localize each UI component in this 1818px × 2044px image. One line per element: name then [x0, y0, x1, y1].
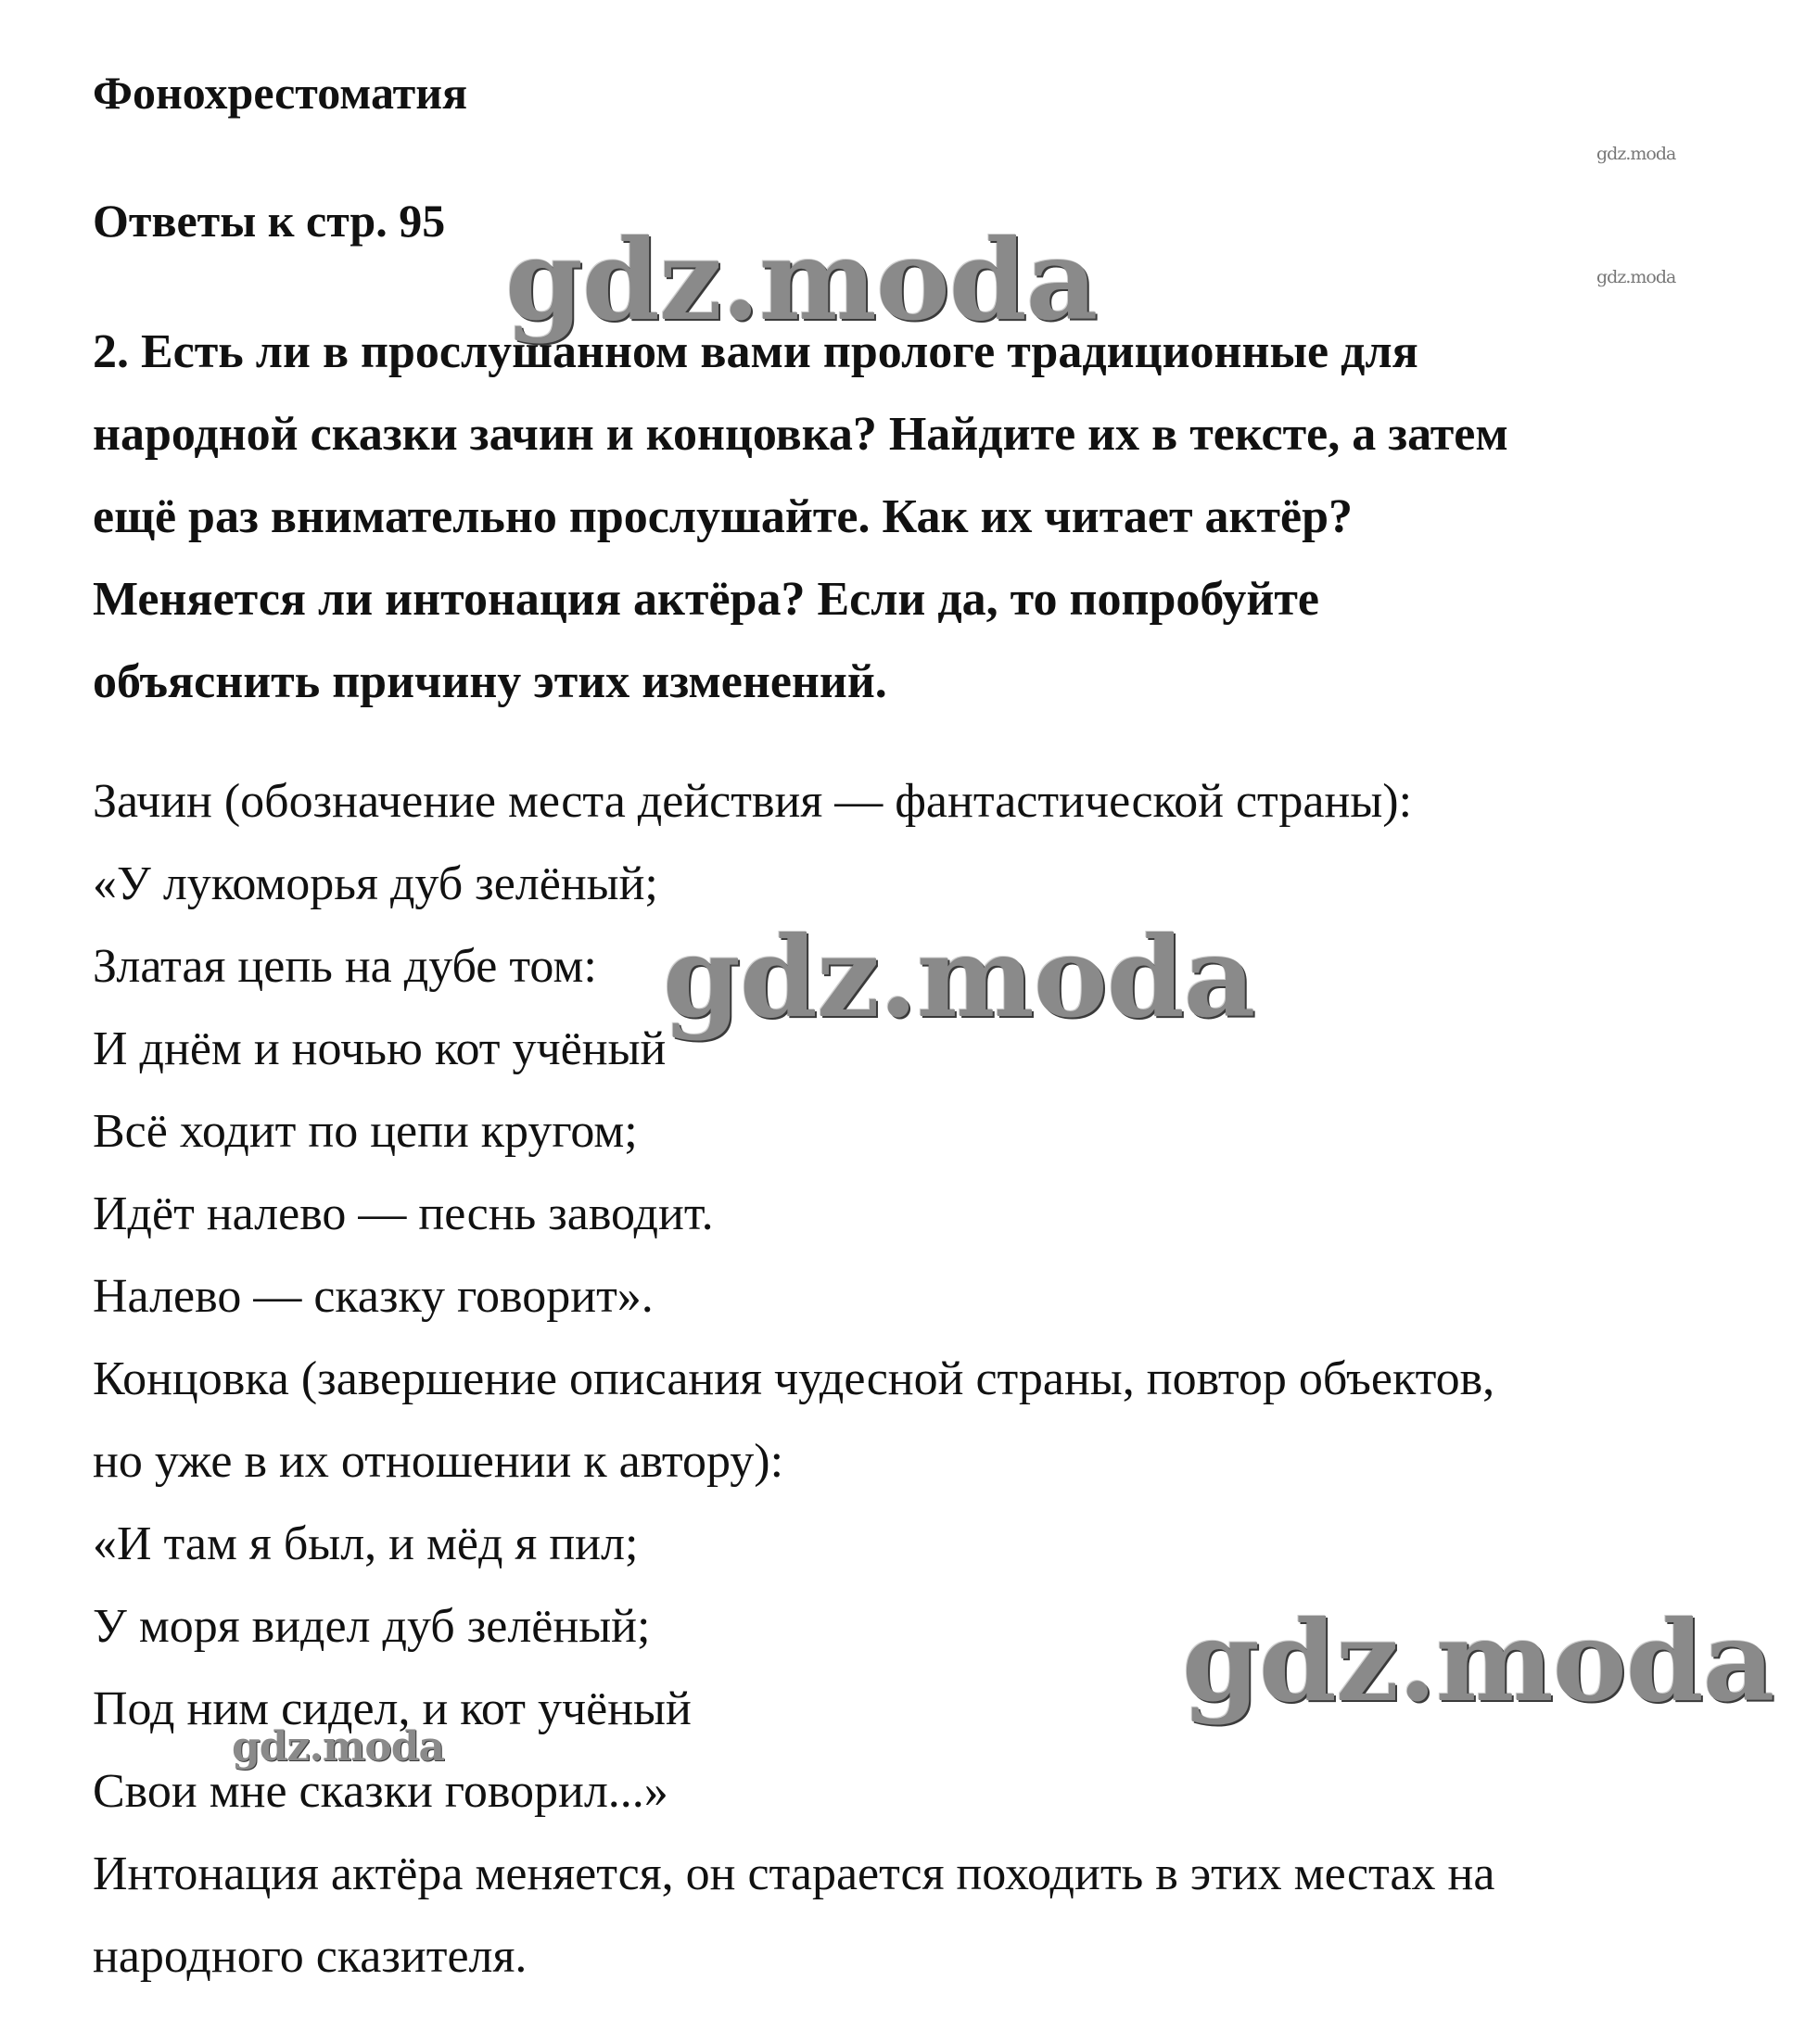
- question-line: объяснить причину этих изменений.: [93, 655, 887, 708]
- question-line: ещё раз внимательно прослушайте. Как их читает актёр?: [93, 490, 1354, 543]
- answer-line: «И там я был, и мёд я пил;: [93, 1517, 639, 1570]
- page-reference: Ответы к стр. 95: [93, 195, 446, 247]
- section-title: Фонохрестоматия: [93, 67, 468, 119]
- answer-line: Налево — сказку говорит».: [93, 1270, 654, 1323]
- answer-line: У моря видел дуб зелёный;: [93, 1600, 651, 1653]
- answer-line: «У лукоморья дуб зелёный;: [93, 857, 658, 910]
- answer-line: Под ним сидел, и кот учёный: [93, 1682, 692, 1735]
- watermark: gdz.moda: [232, 1723, 445, 1771]
- answer-line: И днём и ночью кот учёный: [93, 1022, 667, 1075]
- answer-line: Свои мне сказки говорил...»: [93, 1765, 668, 1818]
- watermark: gdz.moda: [505, 215, 1098, 346]
- watermark: gdz.moda: [1596, 144, 1676, 164]
- watermark: gdz.moda: [1596, 267, 1676, 287]
- answer-line: Интонация актёра меняется, он старается походить в этих местах на: [93, 1847, 1495, 1900]
- question-line: Меняется ли интонация актёра? Если да, то попробуйте: [93, 573, 1319, 626]
- watermark: gdz.moda: [663, 912, 1255, 1043]
- answer-line: Идёт налево — песнь заводит.: [93, 1187, 714, 1240]
- answer-line: Зачин (обозначение места действия — фантастической страны):: [93, 775, 1413, 828]
- answer-line: Златая цепь на дубе том:: [93, 940, 597, 993]
- answer-line: Концовка (завершение описания чудесной страны, повтор объектов,: [93, 1352, 1495, 1405]
- question-text: [93, 311, 1761, 723]
- watermark: gdz.moda: [1182, 1596, 1774, 1727]
- answer-line: Всё ходит по цепи кругом;: [93, 1105, 638, 1158]
- question-line: народной сказки зачин и концовка? Найдите их в тексте, а затем: [93, 408, 1508, 461]
- question-line: 2. Есть ли в прослушанном вами прологе традиционные для: [93, 325, 1418, 378]
- answer-line: народного сказителя.: [93, 1930, 528, 1983]
- answer-line: но уже в их отношении к автору):: [93, 1435, 784, 1488]
